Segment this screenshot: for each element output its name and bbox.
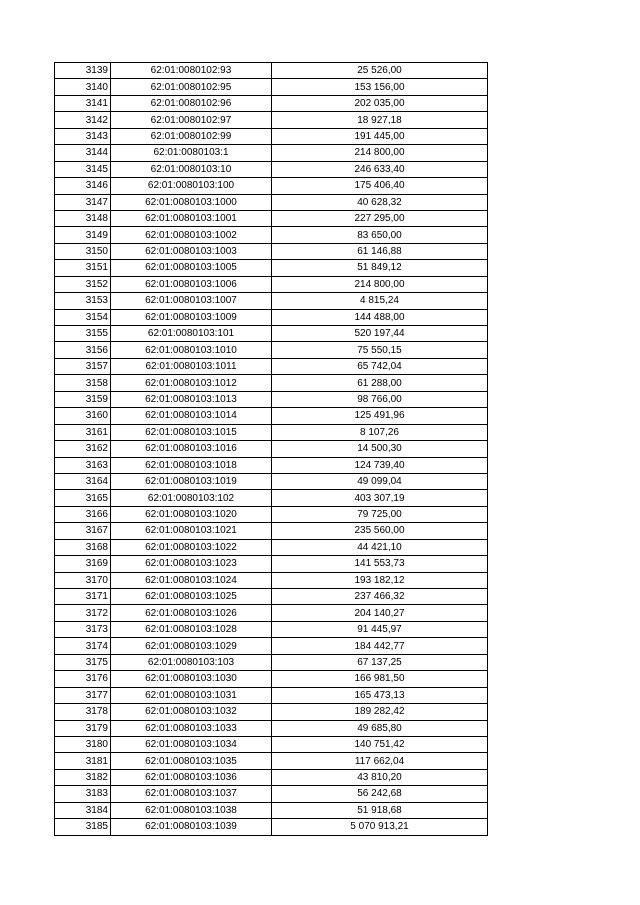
table-row: [55, 687, 488, 703]
table-row: [55, 753, 488, 769]
table-row: [55, 506, 488, 522]
cadastral-number-cell: 62:01:0080103:1036: [111, 769, 272, 785]
value-cell: 61 288,00: [272, 375, 488, 391]
cadastral-number-cell: 62:01:0080103:1014: [111, 408, 272, 424]
table-row: [55, 424, 488, 440]
row-number-cell: 3167: [55, 523, 111, 539]
table-row: [55, 194, 488, 210]
table-row: [55, 309, 488, 325]
row-number-cell: 3159: [55, 391, 111, 407]
cadastral-number-cell: 62:01:0080103:1026: [111, 605, 272, 621]
value-cell: 165 473,13: [272, 687, 488, 703]
value-cell: 40 628,32: [272, 194, 488, 210]
table-row: [55, 243, 488, 259]
row-number-cell: 3157: [55, 358, 111, 374]
table-row: [55, 539, 488, 555]
table-row: [55, 769, 488, 785]
value-cell: 246 633,40: [272, 161, 488, 177]
cadastral-number-cell: 62:01:0080103:101: [111, 326, 272, 342]
row-number-cell: 3174: [55, 638, 111, 654]
cadastral-number-cell: 62:01:0080103:1018: [111, 457, 272, 473]
value-cell: 235 560,00: [272, 523, 488, 539]
row-number-cell: 3182: [55, 769, 111, 785]
value-cell: 227 295,00: [272, 210, 488, 226]
cadastral-number-cell: 62:01:0080102:96: [111, 95, 272, 111]
row-number-cell: 3184: [55, 802, 111, 818]
row-number-cell: 3142: [55, 112, 111, 128]
value-cell: 193 182,12: [272, 572, 488, 588]
row-number-cell: 3172: [55, 605, 111, 621]
value-cell: 214 800,00: [272, 276, 488, 292]
row-number-cell: 3185: [55, 819, 111, 835]
cadastral-number-cell: 62:01:0080103:1019: [111, 473, 272, 489]
value-cell: 141 553,73: [272, 556, 488, 572]
row-number-cell: 3178: [55, 704, 111, 720]
value-cell: 25 526,00: [272, 63, 488, 79]
table-row: [55, 441, 488, 457]
row-number-cell: 3170: [55, 572, 111, 588]
value-cell: 51 849,12: [272, 260, 488, 276]
table-row: [55, 260, 488, 276]
value-cell: 214 800,00: [272, 145, 488, 161]
cadastral-number-cell: 62:01:0080103:100: [111, 178, 272, 194]
table-row: [55, 720, 488, 736]
table-row: [55, 391, 488, 407]
table-row: [55, 210, 488, 226]
row-number-cell: 3141: [55, 95, 111, 111]
value-cell: 49 685,80: [272, 720, 488, 736]
value-cell: 124 739,40: [272, 457, 488, 473]
cadastral-number-cell: 62:01:0080103:1032: [111, 704, 272, 720]
value-cell: 51 918,68: [272, 802, 488, 818]
row-number-cell: 3146: [55, 178, 111, 194]
cadastral-number-cell: 62:01:0080102:93: [111, 63, 272, 79]
row-number-cell: 3168: [55, 539, 111, 555]
cadastral-number-cell: 62:01:0080102:99: [111, 128, 272, 144]
value-cell: 83 650,00: [272, 227, 488, 243]
row-number-cell: 3164: [55, 473, 111, 489]
cadastral-number-cell: 62:01:0080103:1001: [111, 210, 272, 226]
value-cell: 65 742,04: [272, 358, 488, 374]
row-number-cell: 3161: [55, 424, 111, 440]
cadastral-number-cell: 62:01:0080103:1007: [111, 293, 272, 309]
table-row: [55, 473, 488, 489]
value-cell: 4 815,24: [272, 293, 488, 309]
cadastral-number-cell: 62:01:0080103:1025: [111, 589, 272, 605]
cadastral-number-cell: 62:01:0080103:1016: [111, 441, 272, 457]
table-row: [55, 79, 488, 95]
value-cell: 144 488,00: [272, 309, 488, 325]
table-row: [55, 621, 488, 637]
cadastral-number-cell: 62:01:0080103:1013: [111, 391, 272, 407]
value-cell: 8 107,26: [272, 424, 488, 440]
cadastral-number-cell: 62:01:0080103:1031: [111, 687, 272, 703]
table-row: [55, 326, 488, 342]
table-row: [55, 589, 488, 605]
value-cell: 184 442,77: [272, 638, 488, 654]
cadastral-number-cell: 62:01:0080103:10: [111, 161, 272, 177]
row-number-cell: 3180: [55, 736, 111, 752]
cadastral-number-cell: 62:01:0080103:1038: [111, 802, 272, 818]
table-row: [55, 457, 488, 473]
cadastral-number-cell: 62:01:0080103:1034: [111, 736, 272, 752]
row-number-cell: 3155: [55, 326, 111, 342]
row-number-cell: 3150: [55, 243, 111, 259]
table-row: [55, 342, 488, 358]
cadastral-number-cell: 62:01:0080103:103: [111, 654, 272, 670]
cadastral-number-cell: 62:01:0080103:1035: [111, 753, 272, 769]
row-number-cell: 3154: [55, 309, 111, 325]
row-number-cell: 3173: [55, 621, 111, 637]
value-cell: 18 927,18: [272, 112, 488, 128]
table-row: [55, 638, 488, 654]
value-cell: 202 035,00: [272, 95, 488, 111]
cadastral-value-table: [54, 62, 488, 836]
cadastral-number-cell: 62:01:0080103:1000: [111, 194, 272, 210]
table-row: [55, 556, 488, 572]
value-cell: 61 146,88: [272, 243, 488, 259]
value-cell: 14 500,30: [272, 441, 488, 457]
table-row: [55, 293, 488, 309]
value-cell: 56 242,68: [272, 786, 488, 802]
cadastral-number-cell: 62:01:0080103:1010: [111, 342, 272, 358]
row-number-cell: 3162: [55, 441, 111, 457]
table-row: [55, 786, 488, 802]
cadastral-number-cell: 62:01:0080103:1028: [111, 621, 272, 637]
value-cell: 153 156,00: [272, 79, 488, 95]
table-row: [55, 671, 488, 687]
row-number-cell: 3148: [55, 210, 111, 226]
row-number-cell: 3166: [55, 506, 111, 522]
row-number-cell: 3143: [55, 128, 111, 144]
table-row: [55, 145, 488, 161]
cadastral-number-cell: 62:01:0080103:1039: [111, 819, 272, 835]
value-cell: 5 070 913,21: [272, 819, 488, 835]
row-number-cell: 3160: [55, 408, 111, 424]
row-number-cell: 3177: [55, 687, 111, 703]
row-number-cell: 3176: [55, 671, 111, 687]
cadastral-number-cell: 62:01:0080103:1009: [111, 309, 272, 325]
value-cell: 91 445,97: [272, 621, 488, 637]
cadastral-number-cell: 62:01:0080103:1006: [111, 276, 272, 292]
row-number-cell: 3139: [55, 63, 111, 79]
table-row: [55, 490, 488, 506]
row-number-cell: 3181: [55, 753, 111, 769]
cadastral-number-cell: 62:01:0080103:1037: [111, 786, 272, 802]
table-body: [55, 63, 488, 836]
value-cell: 67 137,25: [272, 654, 488, 670]
value-cell: 49 099,04: [272, 473, 488, 489]
cadastral-number-cell: 62:01:0080103:1002: [111, 227, 272, 243]
cadastral-number-cell: 62:01:0080102:97: [111, 112, 272, 128]
value-cell: 98 766,00: [272, 391, 488, 407]
value-cell: 43 810,20: [272, 769, 488, 785]
table-row: [55, 358, 488, 374]
table-row: [55, 802, 488, 818]
cadastral-number-cell: 62:01:0080103:1022: [111, 539, 272, 555]
table-row: [55, 95, 488, 111]
value-cell: 79 725,00: [272, 506, 488, 522]
row-number-cell: 3140: [55, 79, 111, 95]
row-number-cell: 3163: [55, 457, 111, 473]
row-number-cell: 3147: [55, 194, 111, 210]
cadastral-number-cell: 62:01:0080103:1003: [111, 243, 272, 259]
cadastral-number-cell: 62:01:0080103:1024: [111, 572, 272, 588]
cadastral-number-cell: 62:01:0080103:1033: [111, 720, 272, 736]
value-cell: 117 662,04: [272, 753, 488, 769]
table-row: [55, 704, 488, 720]
row-number-cell: 3151: [55, 260, 111, 276]
row-number-cell: 3144: [55, 145, 111, 161]
table-row: [55, 227, 488, 243]
value-cell: 175 406,40: [272, 178, 488, 194]
row-number-cell: 3183: [55, 786, 111, 802]
row-number-cell: 3156: [55, 342, 111, 358]
value-cell: 75 550,15: [272, 342, 488, 358]
cadastral-number-cell: 62:01:0080103:1005: [111, 260, 272, 276]
table-row: [55, 408, 488, 424]
row-number-cell: 3152: [55, 276, 111, 292]
cadastral-number-cell: 62:01:0080103:1012: [111, 375, 272, 391]
cadastral-number-cell: 62:01:0080103:102: [111, 490, 272, 506]
row-number-cell: 3171: [55, 589, 111, 605]
row-number-cell: 3145: [55, 161, 111, 177]
cadastral-number-cell: 62:01:0080103:1015: [111, 424, 272, 440]
table-row: [55, 605, 488, 621]
table-row: [55, 523, 488, 539]
value-cell: 140 751,42: [272, 736, 488, 752]
table-row: [55, 375, 488, 391]
table-row: [55, 161, 488, 177]
table-row: [55, 128, 488, 144]
cadastral-number-cell: 62:01:0080103:1011: [111, 358, 272, 374]
table-row: [55, 112, 488, 128]
cadastral-number-cell: 62:01:0080103:1020: [111, 506, 272, 522]
value-cell: 403 307,19: [272, 490, 488, 506]
table-row: [55, 736, 488, 752]
cadastral-number-cell: 62:01:0080103:1023: [111, 556, 272, 572]
table-row: [55, 572, 488, 588]
cadastral-number-cell: 62:01:0080103:1: [111, 145, 272, 161]
table-row: [55, 178, 488, 194]
table-row: [55, 654, 488, 670]
value-cell: 191 445,00: [272, 128, 488, 144]
cadastral-number-cell: 62:01:0080103:1030: [111, 671, 272, 687]
table-row: [55, 276, 488, 292]
value-cell: 204 140,27: [272, 605, 488, 621]
row-number-cell: 3175: [55, 654, 111, 670]
row-number-cell: 3169: [55, 556, 111, 572]
value-cell: 44 421,10: [272, 539, 488, 555]
value-cell: 237 466,32: [272, 589, 488, 605]
row-number-cell: 3158: [55, 375, 111, 391]
cadastral-number-cell: 62:01:0080102:95: [111, 79, 272, 95]
table-row: [55, 63, 488, 79]
row-number-cell: 3153: [55, 293, 111, 309]
value-cell: 520 197,44: [272, 326, 488, 342]
cadastral-number-cell: 62:01:0080103:1029: [111, 638, 272, 654]
row-number-cell: 3179: [55, 720, 111, 736]
table-row: [55, 819, 488, 835]
cadastral-number-cell: 62:01:0080103:1021: [111, 523, 272, 539]
value-cell: 125 491,96: [272, 408, 488, 424]
value-cell: 189 282,42: [272, 704, 488, 720]
row-number-cell: 3165: [55, 490, 111, 506]
value-cell: 166 981,50: [272, 671, 488, 687]
row-number-cell: 3149: [55, 227, 111, 243]
